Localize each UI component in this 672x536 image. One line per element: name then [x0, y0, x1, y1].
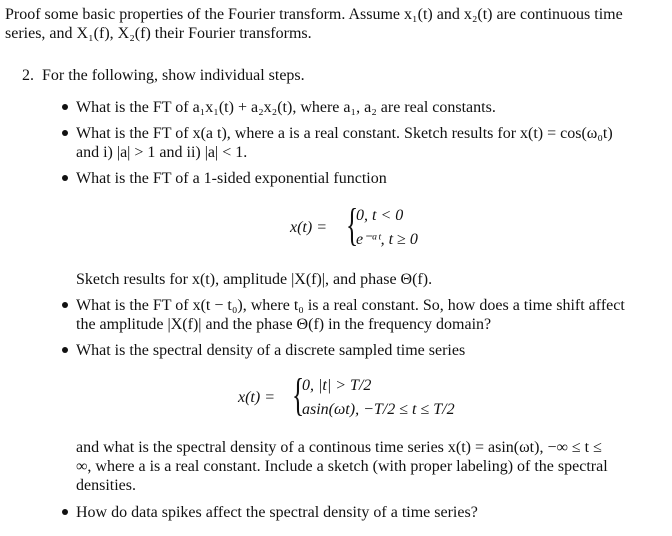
bullet-2-line-1: What is the FT of x(a t), where a is a real constant. Sketch results for x(t) = cos(ω₀t)	[76, 125, 613, 142]
bullet-5-after-line-1: and what is the spectral density of a continous time series x(t) = asin(ωt), −∞ ≤ t ≤	[76, 439, 602, 456]
bullet-6-text: How do data spikes affect the spectral density of a time series?	[76, 504, 478, 521]
equation-brace: {	[346, 199, 359, 250]
equation-case-2: asin(ωt), −T/2 ≤ t ≤ T/2	[302, 401, 455, 418]
item-heading: For the following, show individual steps.	[42, 67, 305, 84]
bullet-icon	[62, 130, 68, 136]
equation-lhs: x(t) =	[238, 389, 275, 406]
intro-line-2: series, and X₁(f), X₂(f) their Fourier transforms.	[5, 25, 312, 42]
bullet-icon	[62, 509, 68, 515]
equation-lhs: x(t) =	[290, 219, 327, 236]
bullet-icon	[62, 302, 68, 308]
bullet-2-line-2: and i) |a| > 1 and ii) |a| < 1.	[76, 144, 248, 161]
equation-case-1: 0, |t| > T/2	[302, 377, 372, 394]
intro-line-1: Proof some basic properties of the Fourier transform. Assume x₁(t) and x₂(t) are continuous time	[5, 6, 623, 23]
bullet-icon	[62, 175, 68, 181]
bullet-icon	[62, 347, 68, 353]
bullet-4-line-1: What is the FT of x(t − t₀), where t₀ is a real constant. So, how does a time shift affect	[76, 297, 625, 314]
bullet-3-sketch-text: Sketch results for x(t), amplitude |X(f)|, and phase Θ(f).	[76, 271, 433, 288]
equation-brace: {	[292, 369, 305, 420]
bullet-4-line-2: the amplitude |X(f)| and the phase Θ(f) in the frequency domain?	[76, 316, 492, 333]
equation-case-1: 0, t < 0	[356, 207, 404, 224]
bullet-5-text: What is the spectral density of a discrete sampled time series	[76, 342, 466, 359]
equation-case-2: e⁻ᵃᵗ, t ≥ 0	[356, 231, 418, 248]
bullet-5-after-line-2: ∞, where a is a real constant. Include a sketch (with proper labeling) of the spectral	[76, 458, 608, 475]
bullet-5-after-line-3: densities.	[76, 477, 136, 494]
bullet-3-text: What is the FT of a 1-sided exponential function	[76, 170, 387, 187]
bullet-1-text: What is the FT of a₁x₁(t) + a₂x₂(t), where a₁, a₂ are real constants.	[76, 99, 496, 116]
bullet-icon	[62, 104, 68, 110]
item-number: 2.	[22, 67, 34, 84]
